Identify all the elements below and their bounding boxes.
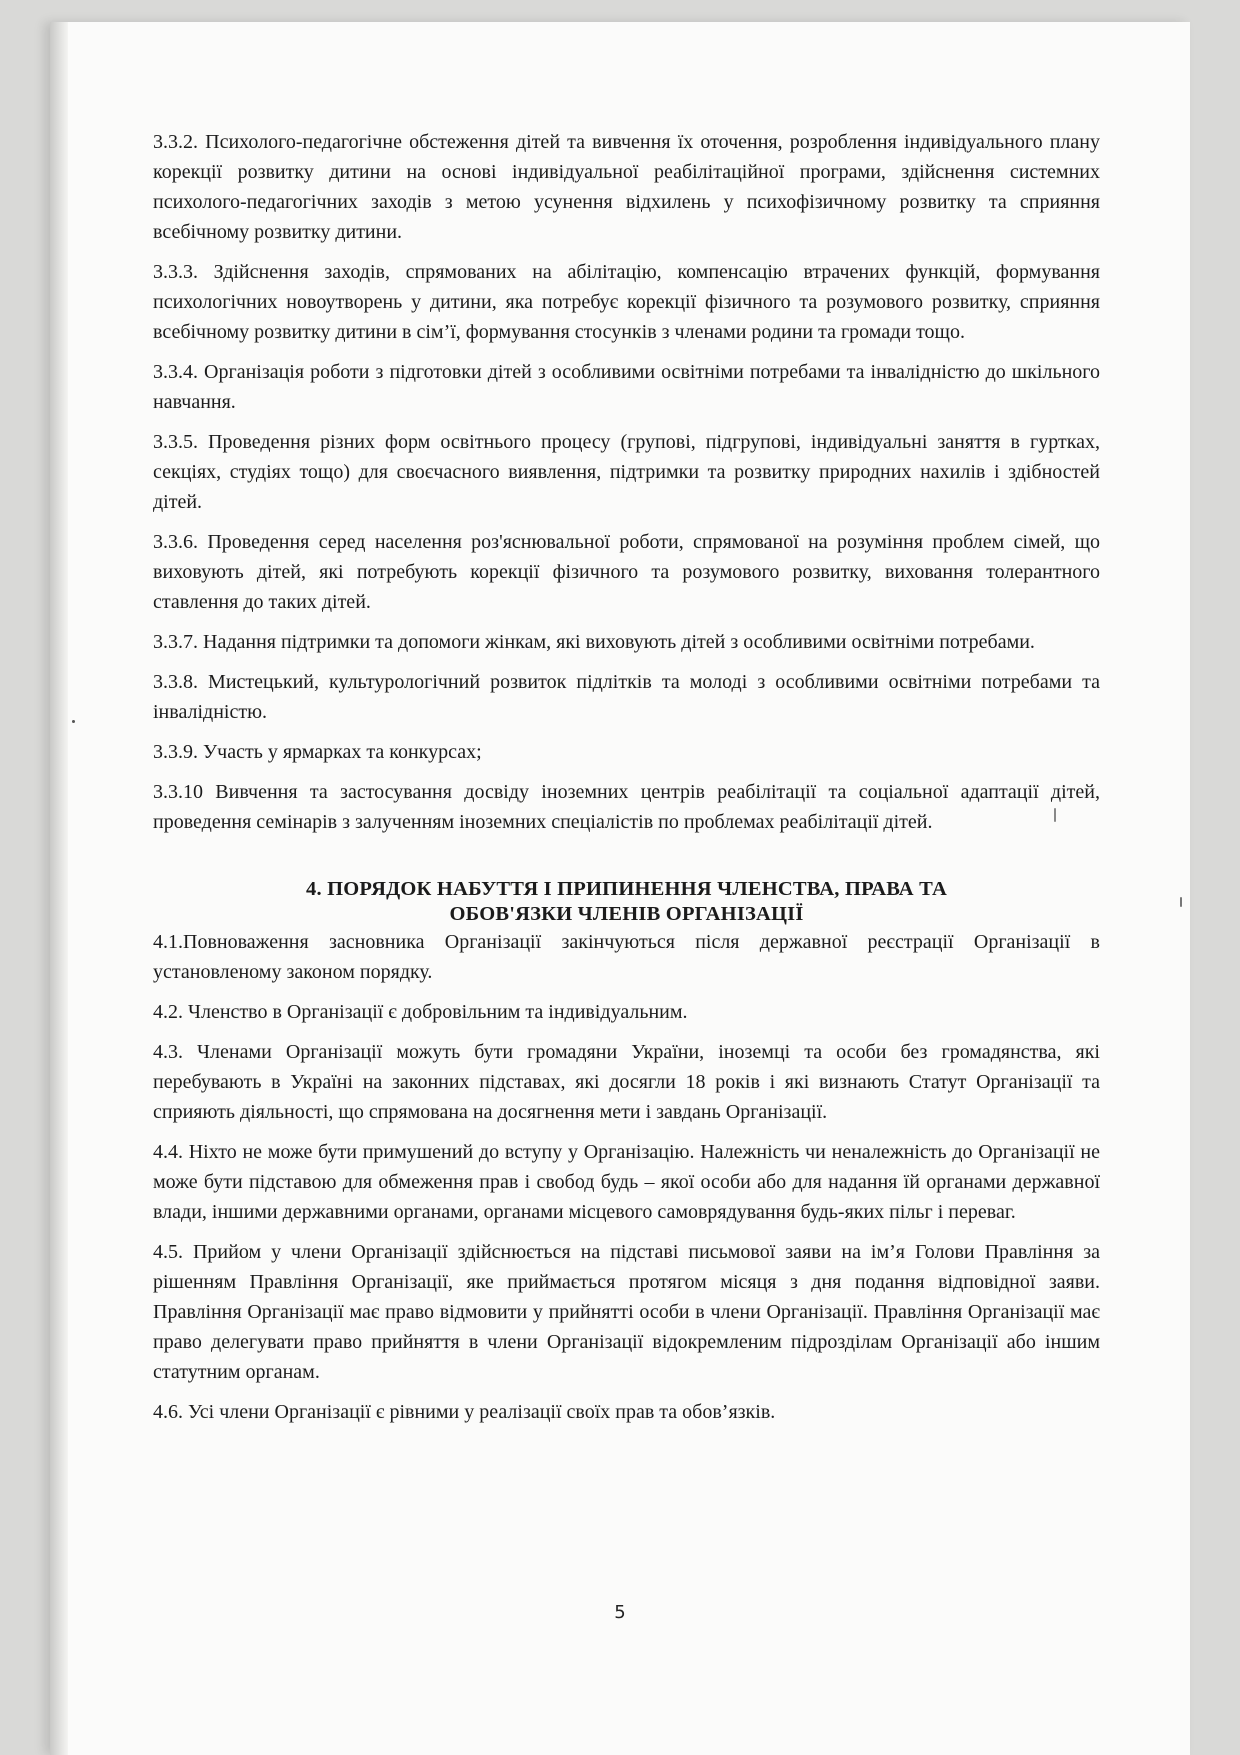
scan-speck xyxy=(72,720,75,723)
section-heading xyxy=(153,877,1100,927)
section-heading-line-1: 4. ПОРЯДОК НАБУТТЯ І ПРИПИНЕННЯ ЧЛЕНСТВА, ПРАВА ТА xyxy=(306,878,947,900)
paragraph-3-3-3: 3.3.3. Здійснення заходів, спрямованих на абілітацію, компенсацію втрачених функцій, формування психологічних новоутворень у дитини, яка потребує корекції фізичного та розумового розвитку, сприяння всебічному розвитку дитини в сім’ї, формування стосунків з членами родини та громади тощо. xyxy=(153,261,1100,343)
paragraph-4-2: 4.2. Членство в Організації є добровільним та індивідуальним. xyxy=(153,1001,688,1023)
paragraph-3-3-6: 3.3.6. Проведення серед населення роз'яснювальної роботи, спрямованої на розуміння проблем сімей, що виховують дітей, які потребують корекції фізичного та розумового розвитку, виховання толерантного ставлення до таких дітей. xyxy=(153,531,1100,613)
paragraph-3-3-10: 3.3.10 Вивчення та застосування досвіду іноземних центрів реабілітації та соціальної адаптації дітей, проведення семінарів з залученням іноземних спеціалістів по проблемах реабілітації дітей. xyxy=(153,781,1100,833)
paragraph-4-6: 4.6. Усі члени Організації є рівними у реалізації своїх прав та обов’язків. xyxy=(153,1401,776,1423)
scan-speck xyxy=(1054,808,1056,822)
paragraph-4-1: 4.1.Повноваження засновника Організації закінчуються після державної реєстрації Організації в установленому законом порядку. xyxy=(153,931,1100,983)
paragraph-3-3-4: 3.3.4. Організація роботи з підготовки дітей з особливими освітніми потребами та інвалідністю до шкільного навчання. xyxy=(153,361,1100,413)
section-spacer xyxy=(153,847,1100,877)
page-binding-edge xyxy=(50,22,68,1755)
page-content xyxy=(153,127,1100,1437)
paragraph-4-3: 4.3. Членами Організації можуть бути громадяни України, іноземці та особи без громадянства, які перебувають в Україні на законних підставах, які досягли 18 років і які визнають Статут Організації та сприяють діяльності, що спрямована на досягнення мети і завдань Організації. xyxy=(153,1041,1100,1123)
paragraph-4-4: 4.4. Ніхто не може бути примушений до вступу у Організацію. Належність чи неналежність до Організації не може бути підставою для обмеження прав і свобод будь – якої особи або для надання їй органами державної влади, іншими державними органами, органами місцевого самоврядування будь-яких пільг і переваг. xyxy=(153,1141,1100,1223)
paragraph-3-3-2: 3.3.2. Психолого-педагогічне обстеження дітей та вивчення їх оточення, розроблення індивідуального плану корекції розвитку дитини на основі індивідуальної реабілітаційної програми, здійснення системних психолого-педагогічних заходів з метою усунення відхилень у психофізичному розвитку та сприяння всебічному розвитку дитини. xyxy=(153,131,1100,243)
scan-speck xyxy=(1180,897,1182,907)
paragraph-3-3-9: 3.3.9. Участь у ярмарках та конкурсах; xyxy=(153,741,482,763)
paragraph-3-3-8: 3.3.8. Мистецький, культурологічний розвиток підлітків та молоді з особливими освітніми потребами та інвалідністю. xyxy=(153,671,1100,723)
paragraph-3-3-7: 3.3.7. Надання підтримки та допомоги жінкам, які виховують дітей з особливими освітніми потребами. xyxy=(153,631,1035,653)
paragraph-4-5: 4.5. Прийом у члени Організації здійснюється на підставі письмової заяви на ім’я Голови Правління за рішенням Правління Організації, яке приймається протягом місяця з дня подання відповідної заяви. Правління Організації має право відмовити у прийнятті особи в члени Організації. Правління Організації має право делегувати право прийняття в члени Організації відокремленим підрозділам Організації або іншим статутним органам. xyxy=(153,1241,1100,1383)
section-heading-line-2: ОБОВ'ЯЗКИ ЧЛЕНІВ ОРГАНІЗАЦІЇ xyxy=(449,903,804,925)
paragraph-3-3-5: 3.3.5. Проведення різних форм освітнього процесу (групові, підгрупові, індивідуальні заняття в гуртках, секціях, студіях тощо) для своєчасного виявлення, підтримки та розвитку природних нахилів і здібностей дітей. xyxy=(153,431,1100,513)
document-page xyxy=(50,22,1190,1755)
page-number: 5 xyxy=(614,1602,626,1623)
